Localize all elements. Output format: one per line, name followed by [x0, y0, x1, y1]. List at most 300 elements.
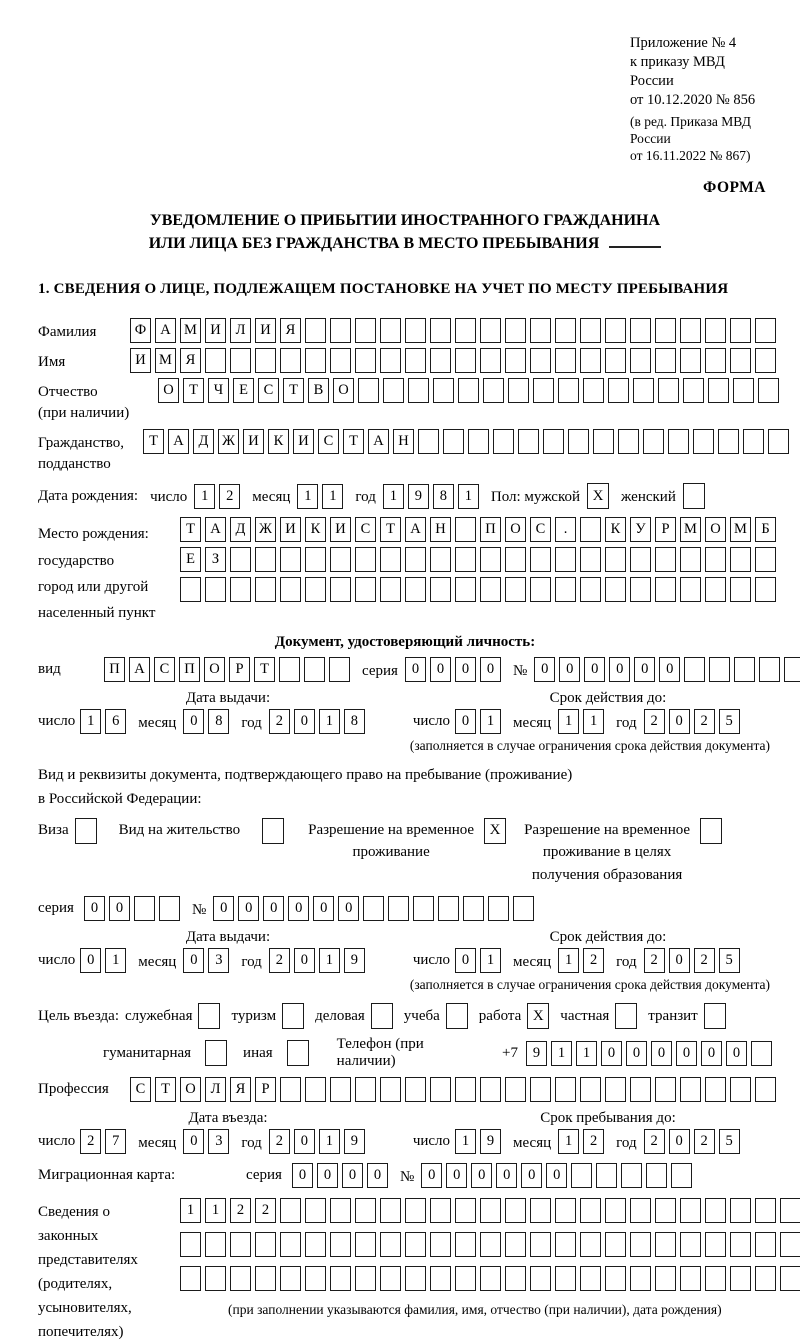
char-cell[interactable]: П	[480, 517, 501, 542]
char-cell[interactable]: 0	[559, 657, 580, 682]
char-cell[interactable]	[405, 1077, 426, 1102]
char-cell[interactable]	[655, 318, 676, 343]
char-cell[interactable]	[405, 1266, 426, 1291]
patronymic-cells[interactable]	[158, 378, 779, 403]
char-cell[interactable]: 0	[584, 657, 605, 682]
char-cell[interactable]	[255, 348, 276, 373]
char-cell[interactable]	[480, 1266, 501, 1291]
purpose-study-checkbox[interactable]	[446, 1003, 468, 1029]
char-cell[interactable]: Т	[143, 429, 164, 454]
char-cell[interactable]: 0	[659, 657, 680, 682]
char-cell[interactable]	[418, 429, 439, 454]
char-cell[interactable]	[580, 348, 601, 373]
char-cell[interactable]	[655, 1266, 676, 1291]
char-cell[interactable]	[280, 547, 301, 572]
char-cell[interactable]	[618, 429, 639, 454]
char-cell[interactable]	[505, 348, 526, 373]
char-cell[interactable]	[555, 1266, 576, 1291]
char-cell[interactable]	[468, 429, 489, 454]
char-cell[interactable]	[780, 1232, 800, 1257]
char-cell[interactable]	[709, 657, 730, 682]
char-cell[interactable]: А	[168, 429, 189, 454]
char-cell[interactable]	[480, 577, 501, 602]
birth-year-cells[interactable]	[383, 484, 479, 509]
char-cell[interactable]	[568, 429, 589, 454]
char-cell[interactable]	[605, 1266, 626, 1291]
birthplace-row1-cells[interactable]	[180, 517, 776, 542]
char-cell[interactable]: 8	[344, 709, 365, 734]
char-cell[interactable]	[305, 1232, 326, 1257]
residence-series-cells[interactable]	[84, 896, 180, 921]
char-cell[interactable]	[671, 1163, 692, 1188]
phone-cells[interactable]	[526, 1041, 772, 1066]
char-cell[interactable]: 1	[180, 1198, 201, 1223]
char-cell[interactable]	[580, 1198, 601, 1223]
char-cell[interactable]	[480, 547, 501, 572]
char-cell[interactable]	[480, 1232, 501, 1257]
char-cell[interactable]: И	[243, 429, 264, 454]
char-cell[interactable]: Е	[180, 547, 201, 572]
char-cell[interactable]: О	[204, 657, 225, 682]
char-cell[interactable]	[605, 348, 626, 373]
char-cell[interactable]: 0	[421, 1163, 442, 1188]
char-cell[interactable]: Р	[255, 1077, 276, 1102]
char-cell[interactable]: 6	[105, 709, 126, 734]
char-cell[interactable]: М	[680, 517, 701, 542]
char-cell[interactable]: И	[255, 318, 276, 343]
char-cell[interactable]	[583, 378, 604, 403]
char-cell[interactable]	[780, 1198, 800, 1223]
char-cell[interactable]: О	[333, 378, 354, 403]
char-cell[interactable]: 0	[313, 896, 334, 921]
char-cell[interactable]	[593, 429, 614, 454]
char-cell[interactable]	[255, 577, 276, 602]
char-cell[interactable]	[633, 378, 654, 403]
char-cell[interactable]: М	[155, 348, 176, 373]
char-cell[interactable]: 0	[338, 896, 359, 921]
char-cell[interactable]: И	[330, 517, 351, 542]
char-cell[interactable]	[255, 547, 276, 572]
char-cell[interactable]: 1	[583, 709, 604, 734]
char-cell[interactable]	[355, 348, 376, 373]
char-cell[interactable]: О	[180, 1077, 201, 1102]
char-cell[interactable]	[355, 1266, 376, 1291]
char-cell[interactable]: 0	[294, 948, 315, 973]
char-cell[interactable]	[608, 378, 629, 403]
char-cell[interactable]: 9	[344, 1129, 365, 1154]
char-cell[interactable]	[705, 1266, 726, 1291]
char-cell[interactable]: 1	[551, 1041, 572, 1066]
char-cell[interactable]: Т	[380, 517, 401, 542]
char-cell[interactable]: 3	[208, 1129, 229, 1154]
char-cell[interactable]: 2	[230, 1198, 251, 1223]
char-cell[interactable]	[280, 1266, 301, 1291]
char-cell[interactable]: 1	[319, 709, 340, 734]
char-cell[interactable]	[355, 577, 376, 602]
char-cell[interactable]	[305, 318, 326, 343]
char-cell[interactable]	[743, 429, 764, 454]
char-cell[interactable]	[730, 348, 751, 373]
char-cell[interactable]	[655, 1077, 676, 1102]
char-cell[interactable]	[405, 348, 426, 373]
char-cell[interactable]: У	[630, 517, 651, 542]
char-cell[interactable]	[605, 1232, 626, 1257]
char-cell[interactable]	[280, 1198, 301, 1223]
char-cell[interactable]	[708, 378, 729, 403]
char-cell[interactable]: 1	[105, 948, 126, 973]
char-cell[interactable]	[430, 1266, 451, 1291]
char-cell[interactable]	[355, 1232, 376, 1257]
char-cell[interactable]: 1	[297, 484, 318, 509]
char-cell[interactable]	[330, 1232, 351, 1257]
char-cell[interactable]: 0	[80, 948, 101, 973]
char-cell[interactable]: 9	[344, 948, 365, 973]
residence-issue-day-cells[interactable]	[80, 948, 126, 973]
char-cell[interactable]	[505, 1077, 526, 1102]
char-cell[interactable]	[455, 577, 476, 602]
char-cell[interactable]: Т	[155, 1077, 176, 1102]
residence-valid-year-cells[interactable]	[644, 948, 740, 973]
char-cell[interactable]	[480, 318, 501, 343]
char-cell[interactable]: 0	[546, 1163, 567, 1188]
char-cell[interactable]	[680, 1266, 701, 1291]
char-cell[interactable]: 2	[694, 709, 715, 734]
char-cell[interactable]: 1	[558, 709, 579, 734]
char-cell[interactable]	[330, 1198, 351, 1223]
char-cell[interactable]	[330, 547, 351, 572]
char-cell[interactable]	[680, 348, 701, 373]
char-cell[interactable]: 9	[526, 1041, 547, 1066]
char-cell[interactable]: 0	[480, 657, 501, 682]
char-cell[interactable]	[680, 1198, 701, 1223]
char-cell[interactable]	[355, 547, 376, 572]
residence-valid-day-cells[interactable]	[455, 948, 501, 973]
char-cell[interactable]	[655, 547, 676, 572]
char-cell[interactable]	[455, 1232, 476, 1257]
char-cell[interactable]: З	[205, 547, 226, 572]
char-cell[interactable]	[330, 1266, 351, 1291]
char-cell[interactable]	[646, 1163, 667, 1188]
char-cell[interactable]: С	[154, 657, 175, 682]
char-cell[interactable]	[680, 1077, 701, 1102]
char-cell[interactable]	[630, 547, 651, 572]
char-cell[interactable]: 0	[601, 1041, 622, 1066]
char-cell[interactable]: А	[405, 517, 426, 542]
char-cell[interactable]: Т	[283, 378, 304, 403]
char-cell[interactable]: Ф	[130, 318, 151, 343]
char-cell[interactable]	[555, 1077, 576, 1102]
char-cell[interactable]: 0	[405, 657, 426, 682]
char-cell[interactable]: 0	[726, 1041, 747, 1066]
char-cell[interactable]	[755, 318, 776, 343]
char-cell[interactable]	[530, 1266, 551, 1291]
char-cell[interactable]	[455, 318, 476, 343]
char-cell[interactable]: 0	[669, 948, 690, 973]
char-cell[interactable]	[480, 348, 501, 373]
char-cell[interactable]	[730, 1232, 751, 1257]
char-cell[interactable]: 0	[534, 657, 555, 682]
char-cell[interactable]	[513, 896, 534, 921]
char-cell[interactable]	[430, 348, 451, 373]
char-cell[interactable]: Р	[229, 657, 250, 682]
char-cell[interactable]	[751, 1041, 772, 1066]
char-cell[interactable]: 0	[676, 1041, 697, 1066]
char-cell[interactable]	[784, 657, 800, 682]
char-cell[interactable]: Л	[205, 1077, 226, 1102]
char-cell[interactable]	[430, 577, 451, 602]
purpose-transit-checkbox[interactable]	[704, 1003, 726, 1029]
char-cell[interactable]: 1	[194, 484, 215, 509]
char-cell[interactable]: 2	[644, 948, 665, 973]
char-cell[interactable]: Т	[180, 517, 201, 542]
char-cell[interactable]	[480, 1198, 501, 1223]
char-cell[interactable]	[430, 318, 451, 343]
valid-month-cells[interactable]	[558, 709, 604, 734]
char-cell[interactable]: 0	[626, 1041, 647, 1066]
char-cell[interactable]	[555, 577, 576, 602]
valid-year-cells[interactable]	[644, 709, 740, 734]
char-cell[interactable]	[705, 1232, 726, 1257]
char-cell[interactable]	[605, 1077, 626, 1102]
char-cell[interactable]: 0	[367, 1163, 388, 1188]
char-cell[interactable]: А	[205, 517, 226, 542]
char-cell[interactable]: 1	[455, 1129, 476, 1154]
char-cell[interactable]: Т	[183, 378, 204, 403]
char-cell[interactable]: К	[305, 517, 326, 542]
char-cell[interactable]	[180, 1232, 201, 1257]
char-cell[interactable]: О	[158, 378, 179, 403]
char-cell[interactable]	[408, 378, 429, 403]
char-cell[interactable]: .	[555, 517, 576, 542]
visa-checkbox[interactable]	[75, 818, 97, 844]
char-cell[interactable]	[480, 1077, 501, 1102]
char-cell[interactable]	[305, 348, 326, 373]
char-cell[interactable]	[730, 318, 751, 343]
char-cell[interactable]	[305, 547, 326, 572]
char-cell[interactable]	[405, 318, 426, 343]
char-cell[interactable]: А	[155, 318, 176, 343]
char-cell[interactable]	[430, 1232, 451, 1257]
citizenship-cells[interactable]	[143, 429, 789, 454]
char-cell[interactable]	[655, 1232, 676, 1257]
char-cell[interactable]: 2	[694, 1129, 715, 1154]
entry-month-cells[interactable]	[183, 1129, 229, 1154]
stay-year-cells[interactable]	[644, 1129, 740, 1154]
char-cell[interactable]	[443, 429, 464, 454]
char-cell[interactable]: 3	[208, 948, 229, 973]
char-cell[interactable]	[355, 318, 376, 343]
char-cell[interactable]: 9	[408, 484, 429, 509]
char-cell[interactable]: 0	[455, 948, 476, 973]
char-cell[interactable]: С	[130, 1077, 151, 1102]
char-cell[interactable]	[580, 1077, 601, 1102]
char-cell[interactable]	[580, 547, 601, 572]
char-cell[interactable]	[380, 318, 401, 343]
purpose-business-checkbox[interactable]	[371, 1003, 393, 1029]
char-cell[interactable]	[438, 896, 459, 921]
purpose-other-checkbox[interactable]	[287, 1040, 309, 1066]
char-cell[interactable]: Я	[180, 348, 201, 373]
char-cell[interactable]: 0	[238, 896, 259, 921]
residence-number-cells[interactable]	[213, 896, 534, 921]
char-cell[interactable]: 0	[669, 1129, 690, 1154]
char-cell[interactable]	[518, 429, 539, 454]
char-cell[interactable]: 0	[471, 1163, 492, 1188]
char-cell[interactable]: 1	[322, 484, 343, 509]
char-cell[interactable]	[543, 429, 564, 454]
char-cell[interactable]	[655, 577, 676, 602]
char-cell[interactable]	[733, 378, 754, 403]
char-cell[interactable]: И	[130, 348, 151, 373]
char-cell[interactable]: 0	[651, 1041, 672, 1066]
char-cell[interactable]	[530, 318, 551, 343]
char-cell[interactable]: 0	[455, 657, 476, 682]
char-cell[interactable]	[705, 348, 726, 373]
purpose-private-checkbox[interactable]	[615, 1003, 637, 1029]
issue-year-cells[interactable]	[269, 709, 365, 734]
char-cell[interactable]	[505, 577, 526, 602]
char-cell[interactable]: А	[129, 657, 150, 682]
char-cell[interactable]	[380, 1232, 401, 1257]
char-cell[interactable]	[530, 547, 551, 572]
char-cell[interactable]: 7	[105, 1129, 126, 1154]
char-cell[interactable]	[358, 378, 379, 403]
char-cell[interactable]	[580, 517, 601, 542]
char-cell[interactable]: 0	[430, 657, 451, 682]
char-cell[interactable]	[405, 1198, 426, 1223]
char-cell[interactable]: 0	[288, 896, 309, 921]
char-cell[interactable]	[230, 1232, 251, 1257]
char-cell[interactable]	[405, 577, 426, 602]
char-cell[interactable]	[658, 378, 679, 403]
char-cell[interactable]	[508, 378, 529, 403]
char-cell[interactable]: И	[293, 429, 314, 454]
stay-day-cells[interactable]	[455, 1129, 501, 1154]
char-cell[interactable]	[621, 1163, 642, 1188]
char-cell[interactable]	[280, 577, 301, 602]
char-cell[interactable]	[505, 1198, 526, 1223]
stay-month-cells[interactable]	[558, 1129, 604, 1154]
purpose-tourism-checkbox[interactable]	[282, 1003, 304, 1029]
char-cell[interactable]	[768, 429, 789, 454]
char-cell[interactable]	[230, 577, 251, 602]
issue-month-cells[interactable]	[183, 709, 229, 734]
char-cell[interactable]: Я	[230, 1077, 251, 1102]
char-cell[interactable]	[305, 1198, 326, 1223]
char-cell[interactable]	[555, 348, 576, 373]
char-cell[interactable]	[655, 1198, 676, 1223]
char-cell[interactable]	[759, 657, 780, 682]
char-cell[interactable]	[680, 318, 701, 343]
char-cell[interactable]: 0	[183, 948, 204, 973]
char-cell[interactable]: 1	[80, 709, 101, 734]
purpose-humanitarian-checkbox[interactable]	[205, 1040, 227, 1066]
char-cell[interactable]	[758, 378, 779, 403]
residence-issue-month-cells[interactable]	[183, 948, 229, 973]
char-cell[interactable]	[596, 1163, 617, 1188]
char-cell[interactable]	[330, 1077, 351, 1102]
char-cell[interactable]	[280, 1232, 301, 1257]
entry-day-cells[interactable]	[80, 1129, 126, 1154]
char-cell[interactable]	[530, 577, 551, 602]
char-cell[interactable]	[605, 547, 626, 572]
char-cell[interactable]: 9	[480, 1129, 501, 1154]
migration-series-cells[interactable]	[292, 1163, 388, 1188]
char-cell[interactable]	[488, 896, 509, 921]
char-cell[interactable]	[380, 1077, 401, 1102]
residence-issue-year-cells[interactable]	[269, 948, 365, 973]
char-cell[interactable]	[413, 896, 434, 921]
char-cell[interactable]	[755, 348, 776, 373]
char-cell[interactable]: И	[205, 318, 226, 343]
char-cell[interactable]: О	[705, 517, 726, 542]
char-cell[interactable]	[305, 1077, 326, 1102]
entry-year-cells[interactable]	[269, 1129, 365, 1154]
char-cell[interactable]	[730, 1266, 751, 1291]
char-cell[interactable]	[705, 1077, 726, 1102]
representatives-row1-cells[interactable]	[180, 1198, 800, 1223]
char-cell[interactable]	[205, 1232, 226, 1257]
char-cell[interactable]: 0	[317, 1163, 338, 1188]
char-cell[interactable]: В	[308, 378, 329, 403]
char-cell[interactable]	[304, 657, 325, 682]
char-cell[interactable]	[433, 378, 454, 403]
char-cell[interactable]	[630, 577, 651, 602]
char-cell[interactable]: 1	[480, 948, 501, 973]
representatives-row2-cells[interactable]	[180, 1232, 800, 1257]
char-cell[interactable]	[505, 547, 526, 572]
gender-male-checkbox[interactable]: X	[587, 483, 609, 509]
char-cell[interactable]	[380, 1266, 401, 1291]
char-cell[interactable]: 0	[496, 1163, 517, 1188]
char-cell[interactable]	[630, 1266, 651, 1291]
birth-day-cells[interactable]	[194, 484, 240, 509]
char-cell[interactable]	[693, 429, 714, 454]
char-cell[interactable]	[329, 657, 350, 682]
char-cell[interactable]	[530, 1198, 551, 1223]
char-cell[interactable]	[730, 1077, 751, 1102]
char-cell[interactable]: 1	[558, 1129, 579, 1154]
char-cell[interactable]: С	[318, 429, 339, 454]
char-cell[interactable]	[405, 547, 426, 572]
char-cell[interactable]	[505, 1232, 526, 1257]
purpose-work-checkbox[interactable]: X	[527, 1003, 549, 1029]
char-cell[interactable]: 1	[480, 709, 501, 734]
gender-female-checkbox[interactable]	[683, 483, 705, 509]
char-cell[interactable]	[734, 657, 755, 682]
char-cell[interactable]	[230, 547, 251, 572]
birthplace-row2-cells[interactable]	[180, 547, 776, 572]
char-cell[interactable]	[580, 1266, 601, 1291]
char-cell[interactable]: 0	[342, 1163, 363, 1188]
char-cell[interactable]: 1	[383, 484, 404, 509]
char-cell[interactable]: 8	[208, 709, 229, 734]
char-cell[interactable]: О	[505, 517, 526, 542]
char-cell[interactable]	[455, 1198, 476, 1223]
doc-series-cells[interactable]	[405, 657, 501, 682]
temp-residence-edu-checkbox[interactable]	[700, 818, 722, 844]
char-cell[interactable]: С	[530, 517, 551, 542]
char-cell[interactable]	[705, 318, 726, 343]
char-cell[interactable]: 0	[263, 896, 284, 921]
char-cell[interactable]	[455, 348, 476, 373]
char-cell[interactable]	[683, 378, 704, 403]
surname-cells[interactable]	[130, 318, 776, 343]
char-cell[interactable]	[630, 1077, 651, 1102]
char-cell[interactable]	[630, 348, 651, 373]
char-cell[interactable]	[755, 1232, 776, 1257]
char-cell[interactable]: Ч	[208, 378, 229, 403]
